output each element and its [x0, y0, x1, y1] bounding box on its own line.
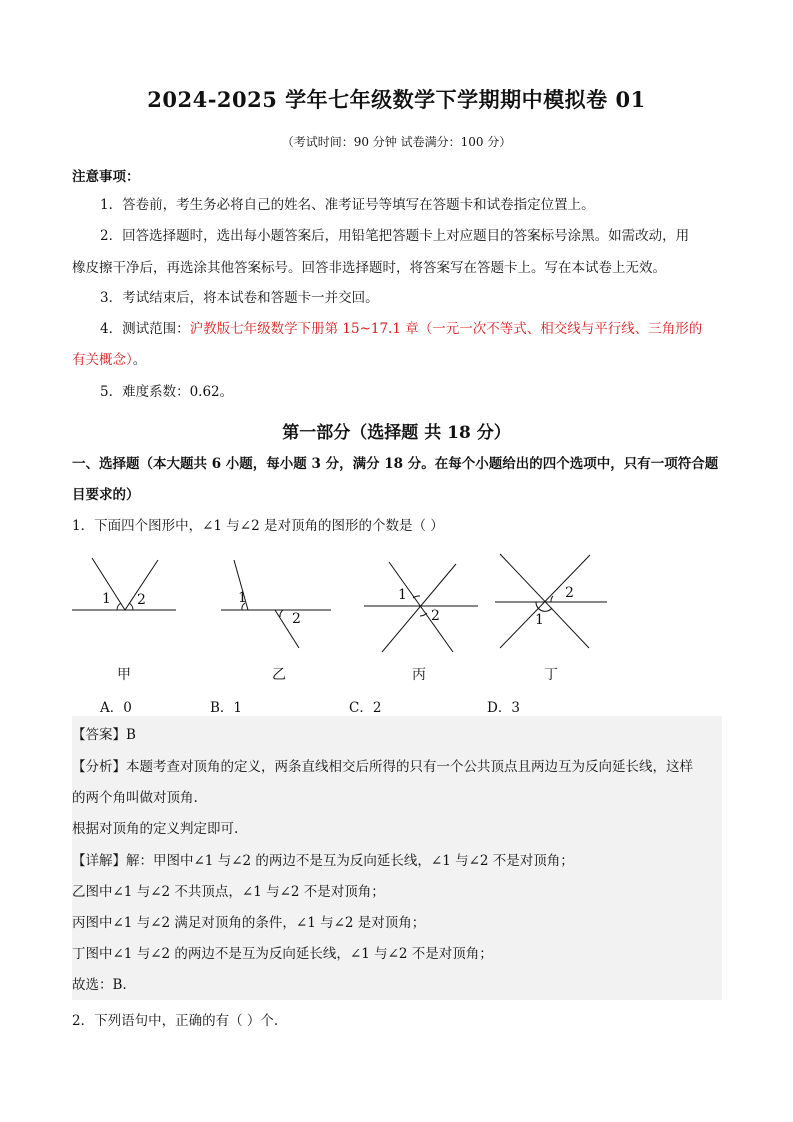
fig-bing-arc-1: [413, 596, 420, 598]
fig-ding-label-2: 2: [565, 585, 574, 601]
fig-yi-caption: 乙: [272, 667, 286, 683]
fig-yi-arc-2: [280, 610, 283, 617]
notice-item-4-prefix: 4．测试范围：: [100, 321, 190, 337]
notice-item-4-line-2: [72, 354, 146, 368]
notice-item-1: 1．答卷前，考生务必将自己的姓名、准考证号等填写在答题卡和试卷指定位置上。: [100, 197, 595, 213]
detail-line-3: 丙图中∠1 与∠2 满足对顶角的条件，∠1 与∠2 是对顶角；: [72, 915, 426, 931]
analysis-line-2: 的两个角叫做对顶角.: [72, 790, 198, 806]
notice-item-5: 5．难度系数：0.62。: [100, 384, 234, 400]
fig-jia-arc-2: [129, 603, 133, 610]
page-title: 2024-2025 学年七年级数学下学期期中模拟卷 01: [147, 87, 646, 112]
part1-instructions-line-1: 一、选择题（本大题共 6 小题，每小题 3 分，满分 18 分。在每个小题给出的四个选项中，只有一项符合题: [72, 456, 719, 472]
fig-bing-label-2: 2: [431, 608, 440, 624]
fig-jia-caption: 甲: [117, 667, 131, 683]
fig-bing-caption: 丙: [412, 667, 426, 683]
section-title: 第一部分（选择题 共 18 分）: [282, 423, 511, 443]
fig-bing-line-b: [382, 564, 456, 652]
fig-ding-label-1: 1: [535, 612, 544, 628]
notice-item-3: 3．考试结束后，将本试卷和答题卡一并交回。: [100, 290, 379, 306]
question-2-stem: 2．下列语句中，正确的有（ ）个.: [72, 1013, 279, 1029]
fig-ding-caption: 丁: [544, 667, 558, 683]
choice-line: 故选：B.: [72, 977, 127, 993]
notice-heading: 注意事项：: [72, 169, 140, 185]
fig-bing-line-a: [389, 562, 453, 652]
notice-item-4-line-1: [100, 323, 702, 337]
option-a: A．0: [100, 700, 132, 716]
test-scope-text: 沪教版七年级数学下册第 15~17.1 章（一元一次不等式、相交线与平行线、三角形的: [189, 321, 703, 337]
analysis-line-3: 根据对顶角的定义判定即可.: [72, 821, 239, 837]
detail-line-1: 【详解】解：甲图中∠1 与∠2 的两边不是互为反向延长线，∠1 与∠2 不是对顶角；: [72, 853, 574, 869]
analysis-line-1: 【分析】本题考查对顶角的定义，两条直线相交后所得的只有一个公共顶点且两边互为反向延长线，这样: [72, 759, 693, 775]
option-c: C．2: [349, 700, 382, 716]
question-1-stem: 1．下面四个图形中，∠1 与∠2 是对顶角的图形的个数是（ ）: [72, 518, 444, 534]
answer-text: 【答案】B: [72, 727, 136, 743]
notice-item-4-suffix: 。: [132, 352, 147, 368]
fig-bing-arc-2: [420, 613, 427, 616]
detail-line-4: 丁图中∠1 与∠2 的两边不是互为反向延长线，∠1 与∠2 不是对顶角；: [72, 946, 493, 962]
fig-jia-label-1: 1: [102, 591, 111, 607]
option-d: D．3: [487, 700, 520, 716]
option-b: B．1: [210, 700, 243, 716]
fig-yi-label-2: 2: [292, 611, 301, 627]
test-scope-text-cont: 有关概念）: [72, 352, 133, 368]
fig-yi-label-1: 1: [238, 590, 247, 606]
exam-info: （考试时间：90 分钟 试卷满分：100 分）: [281, 135, 512, 149]
part1-instructions-line-2: 目要求的）: [72, 487, 140, 503]
notice-item-2-line-1: 2．回答选择题时，选出每小题答案后，用铅笔把答题卡上对应题目的答案标号涂黑。如需改动，用: [100, 228, 690, 244]
fig-ding-arc-2: [551, 596, 553, 602]
detail-line-2: 乙图中∠1 与∠2 不共顶点，∠1 与∠2 不是对顶角；: [72, 884, 385, 900]
fig-jia-arc-1: [117, 603, 121, 610]
fig-bing-label-1: 1: [398, 587, 407, 603]
fig-jia-label-2: 2: [137, 592, 146, 608]
notice-item-2-line-2: 橡皮擦干净后，再选涂其他答案标号。回答非选择题时，将答案写在答题卡上。写在本试卷上无效。: [72, 260, 666, 276]
